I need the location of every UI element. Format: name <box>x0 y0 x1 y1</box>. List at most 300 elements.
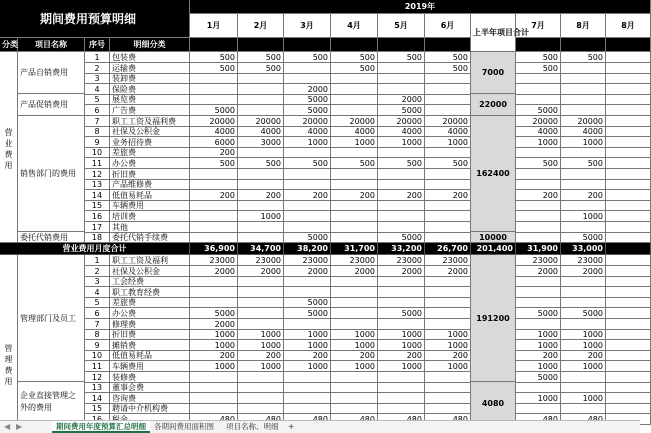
value-cell[interactable]: 200 <box>284 350 331 361</box>
value-cell[interactable]: 200 <box>425 350 471 361</box>
detail-cell[interactable]: 聘请中介机构费 <box>110 403 190 414</box>
value-cell[interactable]: 1000 <box>238 329 284 340</box>
value-cell[interactable] <box>190 94 238 105</box>
seq-cell[interactable]: 16 <box>85 211 110 222</box>
detail-cell[interactable]: 装修费 <box>110 372 190 383</box>
value-cell[interactable]: 1000 <box>238 211 284 222</box>
value-cell[interactable]: 500 <box>425 158 471 169</box>
value-cell[interactable]: 500 <box>331 52 378 63</box>
detail-cell[interactable]: 其他 <box>110 222 190 233</box>
value-cell[interactable]: 1000 <box>561 329 606 340</box>
value-cell[interactable]: 200 <box>378 190 425 201</box>
value-cell[interactable] <box>190 403 238 414</box>
value-cell[interactable] <box>606 361 651 372</box>
value-cell[interactable] <box>561 297 606 308</box>
value-cell[interactable] <box>606 329 651 340</box>
value-cell[interactable]: 500 <box>238 63 284 74</box>
month-subheader[interactable] <box>331 38 378 52</box>
value-cell[interactable]: 200 <box>190 350 238 361</box>
value-cell[interactable] <box>516 73 561 84</box>
value-cell[interactable] <box>606 382 651 393</box>
value-cell[interactable] <box>190 211 238 222</box>
value-cell[interactable] <box>606 297 651 308</box>
value-cell[interactable]: 3000 <box>238 137 284 148</box>
detail-cell[interactable]: 产品维修费 <box>110 179 190 190</box>
value-cell[interactable] <box>331 382 378 393</box>
seq-cell[interactable]: 6 <box>85 308 110 319</box>
value-cell[interactable] <box>378 211 425 222</box>
value-cell[interactable] <box>331 179 378 190</box>
value-cell[interactable]: 500 <box>561 158 606 169</box>
detail-cell[interactable]: 保险费 <box>110 84 190 95</box>
value-cell[interactable] <box>606 308 651 319</box>
value-cell[interactable]: 1000 <box>284 361 331 372</box>
seq-cell[interactable]: 13 <box>85 382 110 393</box>
value-cell[interactable] <box>425 403 471 414</box>
value-cell[interactable]: 1000 <box>561 361 606 372</box>
seq-cell[interactable]: 7 <box>85 116 110 127</box>
detail-cell[interactable]: 车辆费用 <box>110 361 190 372</box>
value-cell[interactable] <box>425 211 471 222</box>
value-cell[interactable] <box>561 200 606 211</box>
value-cell[interactable]: 5000 <box>561 232 606 243</box>
value-cell[interactable]: 4000 <box>331 126 378 137</box>
seq-cell[interactable]: 2 <box>85 63 110 74</box>
value-cell[interactable] <box>331 211 378 222</box>
value-cell[interactable]: 2000 <box>561 266 606 277</box>
detail-cell[interactable]: 职工工资及福利费 <box>110 116 190 127</box>
value-cell[interactable]: 1000 <box>425 361 471 372</box>
value-cell[interactable]: 2000 <box>284 266 331 277</box>
month-header[interactable]: 6月 <box>425 14 471 38</box>
value-cell[interactable]: 1000 <box>516 340 561 351</box>
value-cell[interactable]: 23000 <box>238 255 284 266</box>
detail-cell[interactable]: 差旅费 <box>110 297 190 308</box>
value-cell[interactable] <box>425 73 471 84</box>
value-cell[interactable]: 1000 <box>378 329 425 340</box>
value-cell[interactable] <box>378 179 425 190</box>
value-cell[interactable]: 500 <box>378 158 425 169</box>
value-cell[interactable]: 500 <box>284 158 331 169</box>
value-cell[interactable]: 500 <box>378 52 425 63</box>
value-cell[interactable]: 4000 <box>378 126 425 137</box>
value-cell[interactable] <box>238 382 284 393</box>
value-cell[interactable]: 200 <box>516 190 561 201</box>
detail-cell[interactable]: 摊销费 <box>110 340 190 351</box>
col-category[interactable]: 分类 <box>0 38 18 52</box>
month-header[interactable]: 5月 <box>378 14 425 38</box>
sheet-tab[interactable]: 期间费用年度预算汇总明细 <box>52 421 150 433</box>
seq-cell[interactable]: 15 <box>85 403 110 414</box>
value-cell[interactable]: 200 <box>561 350 606 361</box>
seq-cell[interactable]: 10 <box>85 147 110 158</box>
value-cell[interactable]: 5000 <box>284 105 331 116</box>
month-header[interactable]: 8月 <box>561 14 606 38</box>
value-cell[interactable] <box>606 276 651 287</box>
detail-cell[interactable]: 运输费 <box>110 63 190 74</box>
value-cell[interactable]: 200 <box>238 190 284 201</box>
value-cell[interactable] <box>378 382 425 393</box>
value-cell[interactable]: 5000 <box>284 94 331 105</box>
detail-cell[interactable]: 修理费 <box>110 319 190 330</box>
seq-cell[interactable]: 14 <box>85 190 110 201</box>
month-header[interactable]: 1月 <box>190 14 238 38</box>
value-cell[interactable]: 20000 <box>190 116 238 127</box>
value-cell[interactable]: 200 <box>238 350 284 361</box>
value-cell[interactable] <box>425 179 471 190</box>
seq-cell[interactable]: 18 <box>85 232 110 243</box>
detail-cell[interactable]: 折旧费 <box>110 329 190 340</box>
value-cell[interactable]: 500 <box>284 52 331 63</box>
value-cell[interactable]: 200 <box>331 190 378 201</box>
value-cell[interactable]: 500 <box>190 52 238 63</box>
value-cell[interactable]: 1000 <box>516 361 561 372</box>
detail-cell[interactable]: 业务招待费 <box>110 137 190 148</box>
value-cell[interactable] <box>238 276 284 287</box>
value-cell[interactable] <box>606 73 651 84</box>
value-cell[interactable]: 6000 <box>190 137 238 148</box>
value-cell[interactable] <box>425 94 471 105</box>
value-cell[interactable] <box>331 73 378 84</box>
month-subheader[interactable] <box>516 38 561 52</box>
value-cell[interactable]: 500 <box>425 52 471 63</box>
value-cell[interactable]: 5000 <box>516 308 561 319</box>
value-cell[interactable] <box>561 73 606 84</box>
value-cell[interactable]: 500 <box>190 63 238 74</box>
value-cell[interactable] <box>606 350 651 361</box>
value-cell[interactable]: 1000 <box>190 340 238 351</box>
value-cell[interactable] <box>606 232 651 243</box>
value-cell[interactable] <box>284 211 331 222</box>
value-cell[interactable]: 200 <box>516 350 561 361</box>
value-cell[interactable] <box>561 179 606 190</box>
value-cell[interactable] <box>561 105 606 116</box>
value-cell[interactable]: 1000 <box>331 329 378 340</box>
value-cell[interactable]: 1000 <box>425 340 471 351</box>
value-cell[interactable]: 500 <box>425 63 471 74</box>
value-cell[interactable]: 23000 <box>425 255 471 266</box>
value-cell[interactable] <box>516 179 561 190</box>
seq-cell[interactable]: 5 <box>85 297 110 308</box>
value-cell[interactable]: 1000 <box>284 329 331 340</box>
col-project[interactable]: 项目名称 <box>18 38 85 52</box>
value-cell[interactable]: 2000 <box>331 266 378 277</box>
value-cell[interactable]: 4000 <box>190 126 238 137</box>
value-cell[interactable]: 20000 <box>425 116 471 127</box>
detail-cell[interactable]: 培训费 <box>110 211 190 222</box>
value-cell[interactable] <box>284 73 331 84</box>
value-cell[interactable]: 4000 <box>284 126 331 137</box>
value-cell[interactable]: 2000 <box>378 266 425 277</box>
detail-cell[interactable]: 低值易耗品 <box>110 350 190 361</box>
value-cell[interactable]: 1000 <box>561 340 606 351</box>
value-cell[interactable] <box>606 211 651 222</box>
value-cell[interactable]: 1000 <box>190 329 238 340</box>
value-cell[interactable]: 2000 <box>284 84 331 95</box>
value-cell[interactable] <box>331 276 378 287</box>
month-subheader[interactable] <box>378 38 425 52</box>
value-cell[interactable] <box>331 232 378 243</box>
value-cell[interactable]: 200 <box>378 350 425 361</box>
value-cell[interactable]: 1000 <box>378 340 425 351</box>
seq-cell[interactable]: 14 <box>85 393 110 404</box>
col-seq[interactable]: 序号 <box>85 38 110 52</box>
value-cell[interactable]: 1000 <box>378 361 425 372</box>
value-cell[interactable] <box>331 94 378 105</box>
value-cell[interactable]: 20000 <box>238 116 284 127</box>
value-cell[interactable]: 500 <box>190 158 238 169</box>
value-cell[interactable] <box>238 308 284 319</box>
value-cell[interactable]: 500 <box>516 52 561 63</box>
value-cell[interactable]: 1000 <box>516 393 561 404</box>
value-cell[interactable] <box>425 232 471 243</box>
value-cell[interactable] <box>238 94 284 105</box>
value-cell[interactable] <box>606 147 651 158</box>
value-cell[interactable]: 4000 <box>425 126 471 137</box>
seq-cell[interactable]: 1 <box>85 255 110 266</box>
seq-cell[interactable]: 6 <box>85 105 110 116</box>
value-cell[interactable]: 2000 <box>378 94 425 105</box>
value-cell[interactable] <box>516 382 561 393</box>
value-cell[interactable]: 1000 <box>516 137 561 148</box>
value-cell[interactable] <box>606 52 651 63</box>
value-cell[interactable]: 1000 <box>190 361 238 372</box>
seq-cell[interactable]: 12 <box>85 372 110 383</box>
seq-cell[interactable]: 11 <box>85 361 110 372</box>
value-cell[interactable] <box>238 105 284 116</box>
seq-cell[interactable]: 8 <box>85 329 110 340</box>
value-cell[interactable] <box>190 232 238 243</box>
value-cell[interactable]: 4000 <box>516 126 561 137</box>
value-cell[interactable]: 20000 <box>284 116 331 127</box>
value-cell[interactable]: 23000 <box>378 255 425 266</box>
value-cell[interactable]: 5000 <box>561 308 606 319</box>
col-detail[interactable]: 明细分类 <box>110 38 190 52</box>
year-header[interactable]: 2019年 <box>190 0 651 14</box>
value-cell[interactable] <box>331 308 378 319</box>
seq-cell[interactable]: 5 <box>85 94 110 105</box>
value-cell[interactable]: 500 <box>561 52 606 63</box>
value-cell[interactable]: 5000 <box>378 105 425 116</box>
value-cell[interactable]: 1000 <box>331 137 378 148</box>
seq-cell[interactable]: 2 <box>85 266 110 277</box>
value-cell[interactable] <box>606 255 651 266</box>
value-cell[interactable] <box>425 105 471 116</box>
seq-cell[interactable]: 3 <box>85 73 110 84</box>
value-cell[interactable] <box>378 73 425 84</box>
value-cell[interactable]: 200 <box>190 147 238 158</box>
value-cell[interactable]: 1000 <box>561 393 606 404</box>
value-cell[interactable] <box>284 403 331 414</box>
seq-cell[interactable]: 7 <box>85 319 110 330</box>
value-cell[interactable]: 200 <box>331 350 378 361</box>
value-cell[interactable] <box>425 308 471 319</box>
detail-cell[interactable]: 展览费 <box>110 94 190 105</box>
value-cell[interactable]: 500 <box>238 158 284 169</box>
value-cell[interactable] <box>378 200 425 211</box>
value-cell[interactable]: 5000 <box>378 308 425 319</box>
value-cell[interactable] <box>331 297 378 308</box>
value-cell[interactable]: 1000 <box>331 361 378 372</box>
detail-cell[interactable]: 差旅费 <box>110 147 190 158</box>
detail-cell[interactable]: 办公费 <box>110 308 190 319</box>
value-cell[interactable] <box>561 276 606 287</box>
value-cell[interactable] <box>238 179 284 190</box>
value-cell[interactable] <box>561 403 606 414</box>
value-cell[interactable]: 5000 <box>284 232 331 243</box>
value-cell[interactable] <box>561 382 606 393</box>
value-cell[interactable] <box>516 200 561 211</box>
value-cell[interactable] <box>190 179 238 190</box>
detail-cell[interactable]: 委托代销手续费 <box>110 232 190 243</box>
value-cell[interactable] <box>238 403 284 414</box>
value-cell[interactable] <box>238 232 284 243</box>
value-cell[interactable] <box>606 105 651 116</box>
value-cell[interactable] <box>606 403 651 414</box>
value-cell[interactable]: 1000 <box>516 329 561 340</box>
month-subheader[interactable] <box>606 38 651 52</box>
value-cell[interactable] <box>516 403 561 414</box>
value-cell[interactable]: 500 <box>331 158 378 169</box>
value-cell[interactable]: 5000 <box>516 105 561 116</box>
value-cell[interactable]: 200 <box>190 190 238 201</box>
value-cell[interactable] <box>425 297 471 308</box>
seq-cell[interactable]: 4 <box>85 287 110 298</box>
detail-cell[interactable]: 包装费 <box>110 52 190 63</box>
value-cell[interactable]: 23000 <box>331 255 378 266</box>
value-cell[interactable] <box>378 276 425 287</box>
seq-cell[interactable]: 9 <box>85 137 110 148</box>
month-subheader[interactable] <box>238 38 284 52</box>
month-subheader[interactable] <box>425 38 471 52</box>
value-cell[interactable]: 2000 <box>190 266 238 277</box>
value-cell[interactable] <box>425 382 471 393</box>
value-cell[interactable]: 23000 <box>284 255 331 266</box>
sheet-title[interactable]: 期间费用预算明细 <box>0 0 190 38</box>
value-cell[interactable] <box>561 94 606 105</box>
month-header[interactable]: 3月 <box>284 14 331 38</box>
detail-cell[interactable]: 广告费 <box>110 105 190 116</box>
value-cell[interactable] <box>378 403 425 414</box>
month-subheader[interactable] <box>284 38 331 52</box>
value-cell[interactable] <box>378 297 425 308</box>
value-cell[interactable] <box>331 147 378 158</box>
detail-cell[interactable]: 董事会费 <box>110 382 190 393</box>
value-cell[interactable] <box>284 147 331 158</box>
detail-cell[interactable]: 职工教育经费 <box>110 287 190 298</box>
value-cell[interactable]: 1000 <box>238 340 284 351</box>
seq-cell[interactable]: 15 <box>85 200 110 211</box>
value-cell[interactable] <box>331 403 378 414</box>
value-cell[interactable]: 5000 <box>516 372 561 383</box>
value-cell[interactable]: 23000 <box>561 255 606 266</box>
value-cell[interactable]: 1000 <box>284 340 331 351</box>
value-cell[interactable] <box>606 126 651 137</box>
value-cell[interactable] <box>284 276 331 287</box>
value-cell[interactable] <box>516 211 561 222</box>
value-cell[interactable]: 2000 <box>190 319 238 330</box>
value-cell[interactable]: 20000 <box>561 116 606 127</box>
month-header[interactable]: 2月 <box>238 14 284 38</box>
value-cell[interactable]: 2000 <box>516 266 561 277</box>
value-cell[interactable]: 20000 <box>516 116 561 127</box>
value-cell[interactable]: 1000 <box>238 361 284 372</box>
sheet-tab[interactable]: 项目名称、明细 <box>226 422 279 431</box>
value-cell[interactable]: 1000 <box>378 137 425 148</box>
month-header[interactable]: 4月 <box>331 14 378 38</box>
seq-cell[interactable]: 17 <box>85 222 110 233</box>
detail-cell[interactable]: 咨询费 <box>110 393 190 404</box>
seq-cell[interactable]: 8 <box>85 126 110 137</box>
value-cell[interactable] <box>190 276 238 287</box>
value-cell[interactable]: 200 <box>284 190 331 201</box>
value-cell[interactable]: 500 <box>238 52 284 63</box>
value-cell[interactable]: 5000 <box>190 105 238 116</box>
seq-cell[interactable]: 13 <box>85 179 110 190</box>
value-cell[interactable] <box>378 147 425 158</box>
half-year-header[interactable]: 上半年项目合计 <box>471 14 516 52</box>
detail-cell[interactable]: 低值易耗品 <box>110 190 190 201</box>
seq-cell[interactable]: 4 <box>85 84 110 95</box>
tab-scroll-left-icon[interactable]: ◀ <box>4 422 11 431</box>
value-cell[interactable] <box>284 179 331 190</box>
month-subheader[interactable] <box>190 38 238 52</box>
detail-cell[interactable]: 工会经费 <box>110 276 190 287</box>
value-cell[interactable]: 23000 <box>190 255 238 266</box>
value-cell[interactable] <box>190 73 238 84</box>
value-cell[interactable]: 1000 <box>561 137 606 148</box>
value-cell[interactable] <box>516 147 561 158</box>
value-cell[interactable] <box>238 297 284 308</box>
value-cell[interactable] <box>516 297 561 308</box>
value-cell[interactable] <box>190 297 238 308</box>
seq-cell[interactable]: 3 <box>85 276 110 287</box>
value-cell[interactable]: 1000 <box>331 340 378 351</box>
detail-cell[interactable]: 折旧费 <box>110 169 190 180</box>
month-header[interactable]: 7月 <box>516 14 561 38</box>
month-subheader[interactable] <box>561 38 606 52</box>
value-cell[interactable]: 4000 <box>238 126 284 137</box>
value-cell[interactable]: 20000 <box>331 116 378 127</box>
value-cell[interactable]: 5000 <box>284 297 331 308</box>
value-cell[interactable] <box>190 200 238 211</box>
value-cell[interactable] <box>238 73 284 84</box>
value-cell[interactable] <box>606 179 651 190</box>
detail-cell[interactable]: 社保及公积金 <box>110 126 190 137</box>
value-cell[interactable]: 2000 <box>425 266 471 277</box>
value-cell[interactable]: 1000 <box>561 211 606 222</box>
tab-scroll-right-icon[interactable]: ▶ <box>16 422 23 431</box>
value-cell[interactable] <box>238 200 284 211</box>
value-cell[interactable] <box>516 276 561 287</box>
detail-cell[interactable]: 社保及公积金 <box>110 266 190 277</box>
value-cell[interactable] <box>238 147 284 158</box>
value-cell[interactable]: 1000 <box>425 329 471 340</box>
detail-cell[interactable]: 职工工资及福利 <box>110 255 190 266</box>
value-cell[interactable]: 2000 <box>238 266 284 277</box>
value-cell[interactable]: 500 <box>331 63 378 74</box>
value-cell[interactable]: 200 <box>425 190 471 201</box>
value-cell[interactable]: 500 <box>516 158 561 169</box>
seq-cell[interactable]: 9 <box>85 340 110 351</box>
value-cell[interactable]: 200 <box>561 190 606 201</box>
value-cell[interactable] <box>516 94 561 105</box>
add-sheet-button[interactable]: + <box>288 422 295 431</box>
value-cell[interactable] <box>606 94 651 105</box>
value-cell[interactable] <box>425 200 471 211</box>
value-cell[interactable]: 5000 <box>284 308 331 319</box>
value-cell[interactable]: 4000 <box>561 126 606 137</box>
